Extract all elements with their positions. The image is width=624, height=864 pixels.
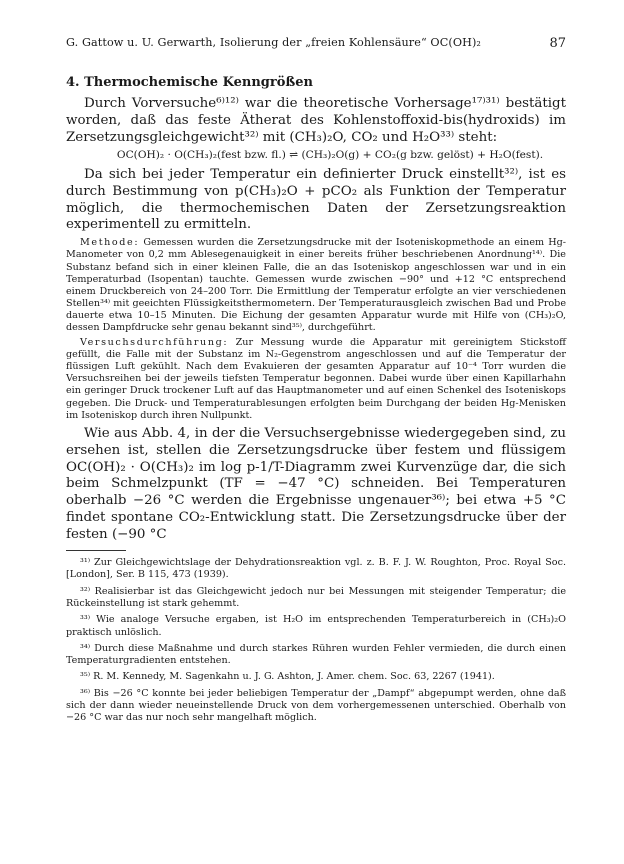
procedure-paragraph — [66, 337, 566, 422]
footnote-33: ³³⁾ Wie analoge Versuche ergaben, ist H₂O im entsprechenden Temperaturbereich in (CH₃)₂O praktisch unlöslich. — [66, 614, 566, 638]
journal-page — [66, 36, 566, 729]
running-head: G. Gattow u. U. Gerwarth, Isolierung der „freien Kohlensäure“ OC(OH)₂ — [66, 36, 481, 49]
footnote-35: ³⁵⁾ R. M. Kennedy, M. Sagenkahn u. J. G. Ashton, J. Amer. chem. Soc. 63, 2267 (1941). — [80, 671, 495, 683]
page-header — [66, 36, 566, 58]
section-heading: 4. Thermochemische Kenngrößen — [66, 75, 313, 90]
procedure-text: Zur Messung wurde die Apparatur mit gereinigtem Stickstoff gefüllt, die Falle mit der Substanz im N₂-Gegenstrom angeschlossen und auf die Temperatur der flüssigen Luft gekühlt. Nach dem Evakuieren der gesamten Apparatur auf 10⁻⁴ Torr wurden die Versuchsreihen bei der jeweils tiefsten Temperatur begonnen. Dabei wurde über einen Kapillarhahn ein geringer Druck trockener Luft auf das Hauptmanometer und auf einen Schenkel des Isoteniskops gegeben. Die Druck- und Temperaturablesungen erfolgten beim Durchgang der beiden Hg-Menisken im Isoteniskop durch ihren Nullpunkt. — [66, 337, 566, 421]
footnote-32: ³²⁾ Realisierbar ist das Gleichgewicht jedoch nur bei Messungen mit steigender Temperatur; die Rückeinstellung ist stark gehemmt. — [66, 585, 566, 609]
method-label: Methode: — [80, 237, 140, 249]
footnote-31: ³¹⁾ Zur Gleichgewichtslage der Dehydrationsreaktion vgl. z. B. F. J. W. Roughton, Proc. Royal Soc. [London], Ser. B 115, 473 (1939). — [66, 557, 566, 581]
footnote-rule — [66, 550, 126, 551]
method-paragraph — [66, 237, 566, 334]
footnote-36: ³⁶⁾ Bis −26 °C konnte bei jeder beliebigen Temperatur der „Dampf“ abgepumpt werden, ohne daß sich der dann wieder neueinstellende Druck von dem vorhergemessenen unterschied. Oberhalb von −26 °C war das nur noch sehr mangelhaft möglich. — [66, 687, 566, 724]
body-paragraph-1: Durch Vorversuche⁶⁾¹²⁾ war die theoretische Vorhersage¹⁷⁾³¹⁾ bestätigt worden, daß das feste Ätherat des Kohlenstoffoxid-bis(hydroxids) im Zersetzungsgleichgewicht³²⁾ mit (CH₃)₂O, CO₂ und H₂O³³⁾ steht: — [66, 96, 566, 145]
method-text: Gemessen wurden die Zersetzungsdrucke mit der Isoteniskopmethode an einem Hg-Manometer von 0,2 mm Ablesegenauigkeit in einer bereits früher beschriebenen Anordnung¹⁴⁾. Die Substanz befand sich in einer kleinen Falle, die an das Isoteniskop angeschlossen war und in ein Temperaturbad (Isopentan) tauchte. Gemessen wurde zwischen −90° und +12 °C entsprechend einem Druckbereich von 24–200 Torr. Die Ermittlung der Temperatur erfolgte an vier verschiedenen Stellen³⁴⁾ mit geeichten Flüssigkeitsthermometern. Der Temperaturausgleich zwischen Bad und Probe dauerte etwa 10–15 Minuten. Die Eichung der gesamten Apparatur wurde mit Hilfe von (CH₃)₂O, dessen Dampfdrucke sehr genau bekannt sind³⁵⁾, durchgeführt. — [66, 237, 566, 333]
decomposition-equation: OC(OH)₂ · O(CH₃)₂(fest bzw. fl.) ⇌ (CH₃)₂O(g) + CO₂(g bzw. gelöst) + H₂O(fest). — [116, 148, 544, 161]
body-paragraph-3: Wie aus Abb. 4, in der die Versuchsergebnisse wiedergegeben sind, zu ersehen ist, stellen die Zersetzungsdrucke über festem und flüssigem OC(OH)₂ · O(CH₃)₂ im log p-1/T-Diagramm zwei Kurvenzüge dar, die sich beim Schmelzpunkt (TF = −47 °C) schneiden. Bei Temperaturen oberhalb −26 °C werden die Ergebnisse ungenauer³⁶⁾; bei etwa +5 °C findet spontane CO₂-Entwicklung statt. Die Zersetzungsdrucke über der festen (−90 °C — [66, 425, 566, 543]
page-number: 87 — [549, 36, 566, 51]
body-paragraph-2: Da sich bei jeder Temperatur ein definierter Druck einstellt³²⁾, ist es durch Bestimmung von p(CH₃)₂O + pCO₂ als Funktion der Temperatur möglich, die thermochemischen Daten der Zersetzungsreaktion experimentell zu ermitteln. — [66, 166, 566, 233]
footnote-34: ³⁴⁾ Durch diese Maßnahme und durch starkes Rühren wurden Fehler vermieden, die durch einen Temperaturgradienten entstehen. — [66, 642, 566, 667]
procedure-label: Versuchsdurchführung: — [80, 337, 229, 349]
